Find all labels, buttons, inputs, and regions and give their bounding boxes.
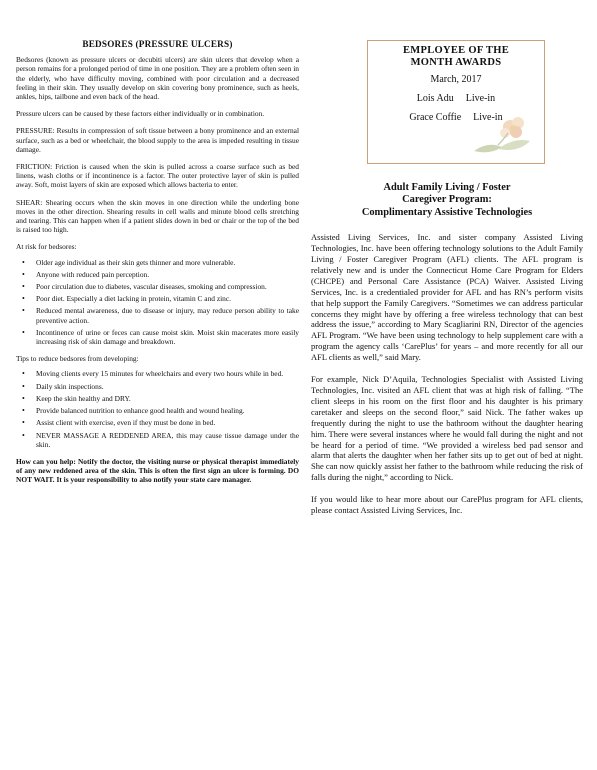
bedsores-article: [16, 40, 299, 493]
afl-heading-line2: Caregiver Program:: [402, 194, 492, 206]
afl-article: [311, 182, 583, 527]
winner-name: Lois Adu: [416, 93, 454, 104]
afl-heading-line3: Complimentary Assistive Technologies: [361, 206, 533, 218]
list-item: • Provide balanced nutrition to enhance good health and wound healing.: [36, 406, 299, 415]
list-item: • Older age individual as their skin gets thinner and more vulnerable.: [36, 258, 299, 267]
risk-list: [16, 258, 299, 347]
list-item: • Poor circulation due to diabetes, vascular diseases, smoking and compression.: [36, 282, 299, 291]
bedsores-friction: FRICTION: Friction is caused when the skin is pulled across a coarse surface such as bed linens, wash cloths or if incontinence is a factor. The outer protective layer of skin is pulled away. Soft, moist layers of skin are exposed which allows bacteria to enter.: [16, 162, 299, 190]
afl-heading-line1: Adult Family Living / Foster: [383, 182, 511, 193]
list-item: • Reduced mental awareness, due to disease or injury, may reduce person ability to take preventive action.: [36, 306, 299, 324]
winner-name: Grace Coffie: [409, 112, 462, 123]
bedsores-intro: Bedsores (known as pressure ulcers or decubiti ulcers) are skin ulcers that develop when a person remains for a prolonged period of time in one position. They are a problem often seen in the elderly, who have difficulty moving, combined with poor circulation and a decreased feeling in their skin. They usually develop on skin covering bony prominence, such as heels, ankles, hips, tailbone and even back of the head.: [16, 55, 299, 102]
tips-heading: Tips to reduce bedsores from developing:: [16, 354, 139, 364]
list-item: • Incontinence of urine or feces can cause moist skin. Moist skin macerates more easily increasing risk of skin damage and breakdown.: [36, 328, 299, 346]
awards-title-line1: EMPLOYEE OF THE: [402, 45, 509, 56]
bedsores-title: BEDSORES (PRESSURE ULCERS): [82, 39, 233, 49]
afl-paragraph: For example, Nick D’Aquila, Technologies Specialist with Assisted Living Technologies, Inc. visited an AFL client that was at high risk of falling. “The client sleeps in his room on the first floor and his daughter is his primary caretaker and sleeps on the second floor,” said Nick. The father wakes up frequently during the night to use the bathroom without the daughter hearing him. There were several instances where he would fall during the night and not be heard for a period of time. “We provided a wireless bed pad sensor and alarm that alerts the daughter when her father sits up to get out of bed at night. She can now quickly assist her father to the bathroom while reducing the risk of falls during the night,” according to Nick.: [311, 374, 583, 483]
tips-list: [16, 369, 299, 448]
list-item: • Daily skin inspections.: [36, 382, 299, 391]
list-item: • NEVER MASSAGE A REDDENED AREA, this may cause tissue damage under the skin.: [36, 431, 299, 449]
winner-type: Live-in: [473, 112, 503, 123]
afl-paragraph: If you would like to hear more about our CarePlus program for AFL clients, please contact Assisted Living Services, Inc.: [311, 494, 583, 516]
how-can-you-help: How can you help: Notify the doctor, the visiting nurse or physical therapist immediately of any new reddened area of the skin. This is often the first sign an ulcer is forming. DO NOT WAIT. It is your responsibility to also notify your state care manager.: [16, 456, 299, 485]
awards-title-line2: MONTH AWARDS: [410, 57, 502, 68]
employee-awards-box: [367, 40, 545, 164]
list-item: • Keep the skin healthy and DRY.: [36, 394, 299, 403]
list-item: • Assist client with exercise, even if they must be done in bed.: [36, 418, 299, 427]
winner-row: [368, 92, 544, 105]
awards-title: [368, 45, 544, 69]
afl-heading: [311, 182, 583, 219]
list-item: • Anyone with reduced pain perception.: [36, 270, 299, 279]
list-item: • Poor diet. Especially a diet lacking in protein, vitamin C and zinc.: [36, 294, 299, 303]
winner-type: Live-in: [465, 93, 496, 104]
bedsores-shear: SHEAR: Shearing occurs when the skin moves in one direction while the underling bone moves in the other direction. Shearing results in cell walls and minute blood cells stretching and tearing. This can happen when if a patient slides down in bed or chair or the top of the bed is raised too high.: [16, 197, 299, 235]
bedsores-causes: Pressure ulcers can be caused by these factors either individually or in combination.: [16, 109, 265, 119]
winner-row: [368, 111, 544, 124]
bedsores-pressure: PRESSURE: Results in compression of soft tissue between a bony prominence and an external surface, such as a bed or wheelchair, the blood supply to the area is impeded resulting in tissue damage.: [16, 126, 299, 154]
risk-heading: At risk for bedsores:: [16, 242, 77, 252]
awards-date: March, 2017: [430, 74, 482, 85]
afl-paragraph: Assisted Living Services, Inc. and sister company Assisted Living Technologies, Inc. have been offering technology solutions to the Adult Family Living / Foster Caregiver Program (AFL) clients. The AFL program is relatively new and is under the Connecticut Home Care Program for Elders (CHCPE) and Personal Care Assistance (PCA) Waiver. Assisted Living Services, Inc. is a credentialed provider for AFL and has RN’s perform visits that help support the Family Caregivers. “Sometimes we can address particular concerns they might have by offering a free wireless technology that can best address the issue,” according to Mary Scagliarini RN, Director of the agencies AFL Program. “We have been using technology to help supplement care with a program the agency calls ‘CarePlus’ for years – and more recently for all our AFL clients as well,” said Mary.: [311, 232, 583, 363]
list-item: • Moving clients every 15 minutes for wheelchairs and every two hours while in bed.: [36, 369, 299, 378]
